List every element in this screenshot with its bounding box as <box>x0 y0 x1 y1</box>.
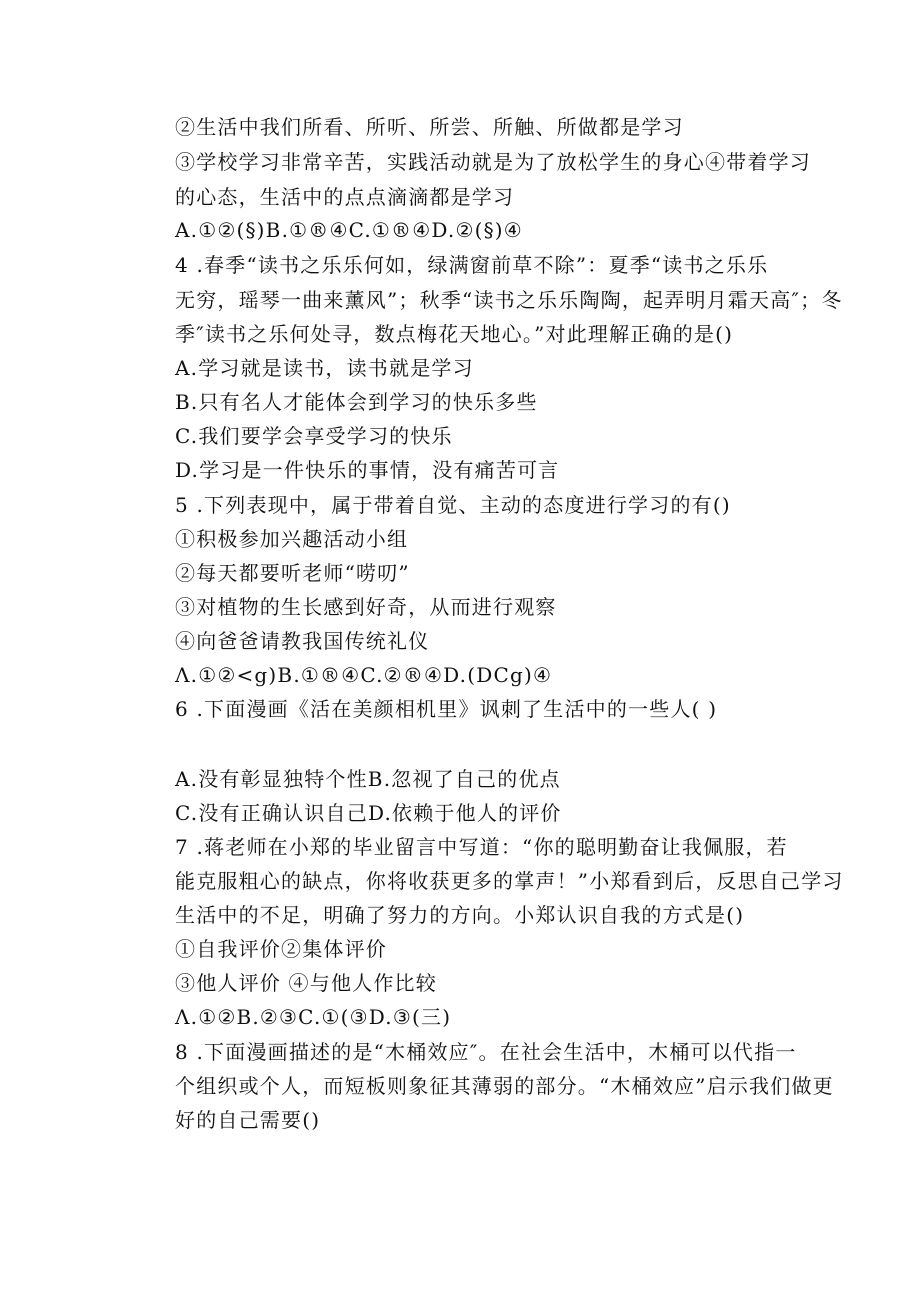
answer-choices-q7: Λ.①②B.②③C.①(③D.③(三) <box>175 1005 452 1029</box>
question-6: 6 .下面漫画《活在美颜相机里》讽刺了生活中的一些人( ) <box>175 697 718 721</box>
question-7-line-3: 生活中的不足，明确了努力的方向。小郑认识自我的方式是() <box>175 903 745 927</box>
q5-item-3: ③对植物的生长感到好奇，从而进行观察 <box>175 595 557 619</box>
question-8-line-2: 个组织或个人，而短板则象征其薄弱的部分。“木桶效应”启示我们做更 <box>175 1074 834 1098</box>
question-7-line-1: 7 .蒋老师在小郑的毕业留言中写道：“你的聪明勤奋让我佩服，若 <box>175 835 788 859</box>
q6-options-ab: A.没有彰显独特个性B.忽视了自己的优点 <box>175 767 561 791</box>
q4-option-b: B.只有名人才能体会到学习的快乐多些 <box>175 390 538 414</box>
q4-option-d: D.学习是一件快乐的事情，没有痛苦可言 <box>175 458 560 482</box>
answer-choices-q3: A.①②(§)B.①®④C.①®④D.②(§)④ <box>175 218 523 242</box>
text-line-option-3-4: ③学校学习非常辛苦，实践活动就是为了放松学生的身心④带着学习 <box>175 150 811 174</box>
question-4-line-1: 4 .春季“读书之乐乐何如，绿满窗前草不除”：夏季“读书之乐乐 <box>175 253 769 277</box>
text-line-option-4-cont: 的心态，生活中的点点滴滴都是学习 <box>175 185 515 209</box>
q5-item-2: ②每天都要听老师“唠叨” <box>175 561 410 585</box>
question-5: 5 .下列表现中，属于带着自觉、主动的态度进行学习的有() <box>175 493 731 517</box>
question-4-line-2: 无穷，瑶琴一曲来薰风”；秋季“读书之乐乐陶陶，起弄明月霜天高″；冬 <box>175 288 843 312</box>
q5-item-1: ①积极参加兴趣活动小组 <box>175 527 409 551</box>
question-8-line-1: 8 .下面漫画描述的是“木桶效应″。在社会生活中，木桶可以代指一 <box>175 1040 797 1064</box>
answer-choices-q5: Λ.①②<g)B.①®④C.②®④D.(DCg)④ <box>175 663 553 687</box>
text-line-option-2: ②生活中我们所看、所听、所尝、所触、所做都是学习 <box>175 115 684 139</box>
q4-option-c: C.我们要学会享受学习的快乐 <box>175 424 453 448</box>
q7-items-3-4: ③他人评价 ④与他人作比较 <box>175 971 437 995</box>
q5-item-4: ④向爸爸请教我国传统礼仪 <box>175 629 430 653</box>
question-8-line-3: 好的自己需要() <box>175 1108 321 1132</box>
question-7-line-2: 能克服粗心的缺点，你将收获更多的掌声！”小郑看到后，反思自己学习 <box>175 869 844 893</box>
q4-option-a: A.学习就是读书，读书就是学习 <box>175 356 474 380</box>
question-4-line-3: 季″读书之乐何处寻，数点梅花天地心。”对此理解正确的是() <box>175 322 734 346</box>
q6-options-cd: C.没有正确认识自己D.依赖于他人的评价 <box>175 801 562 825</box>
q7-items-1-2: ①自我评价②集体评价 <box>175 937 387 961</box>
